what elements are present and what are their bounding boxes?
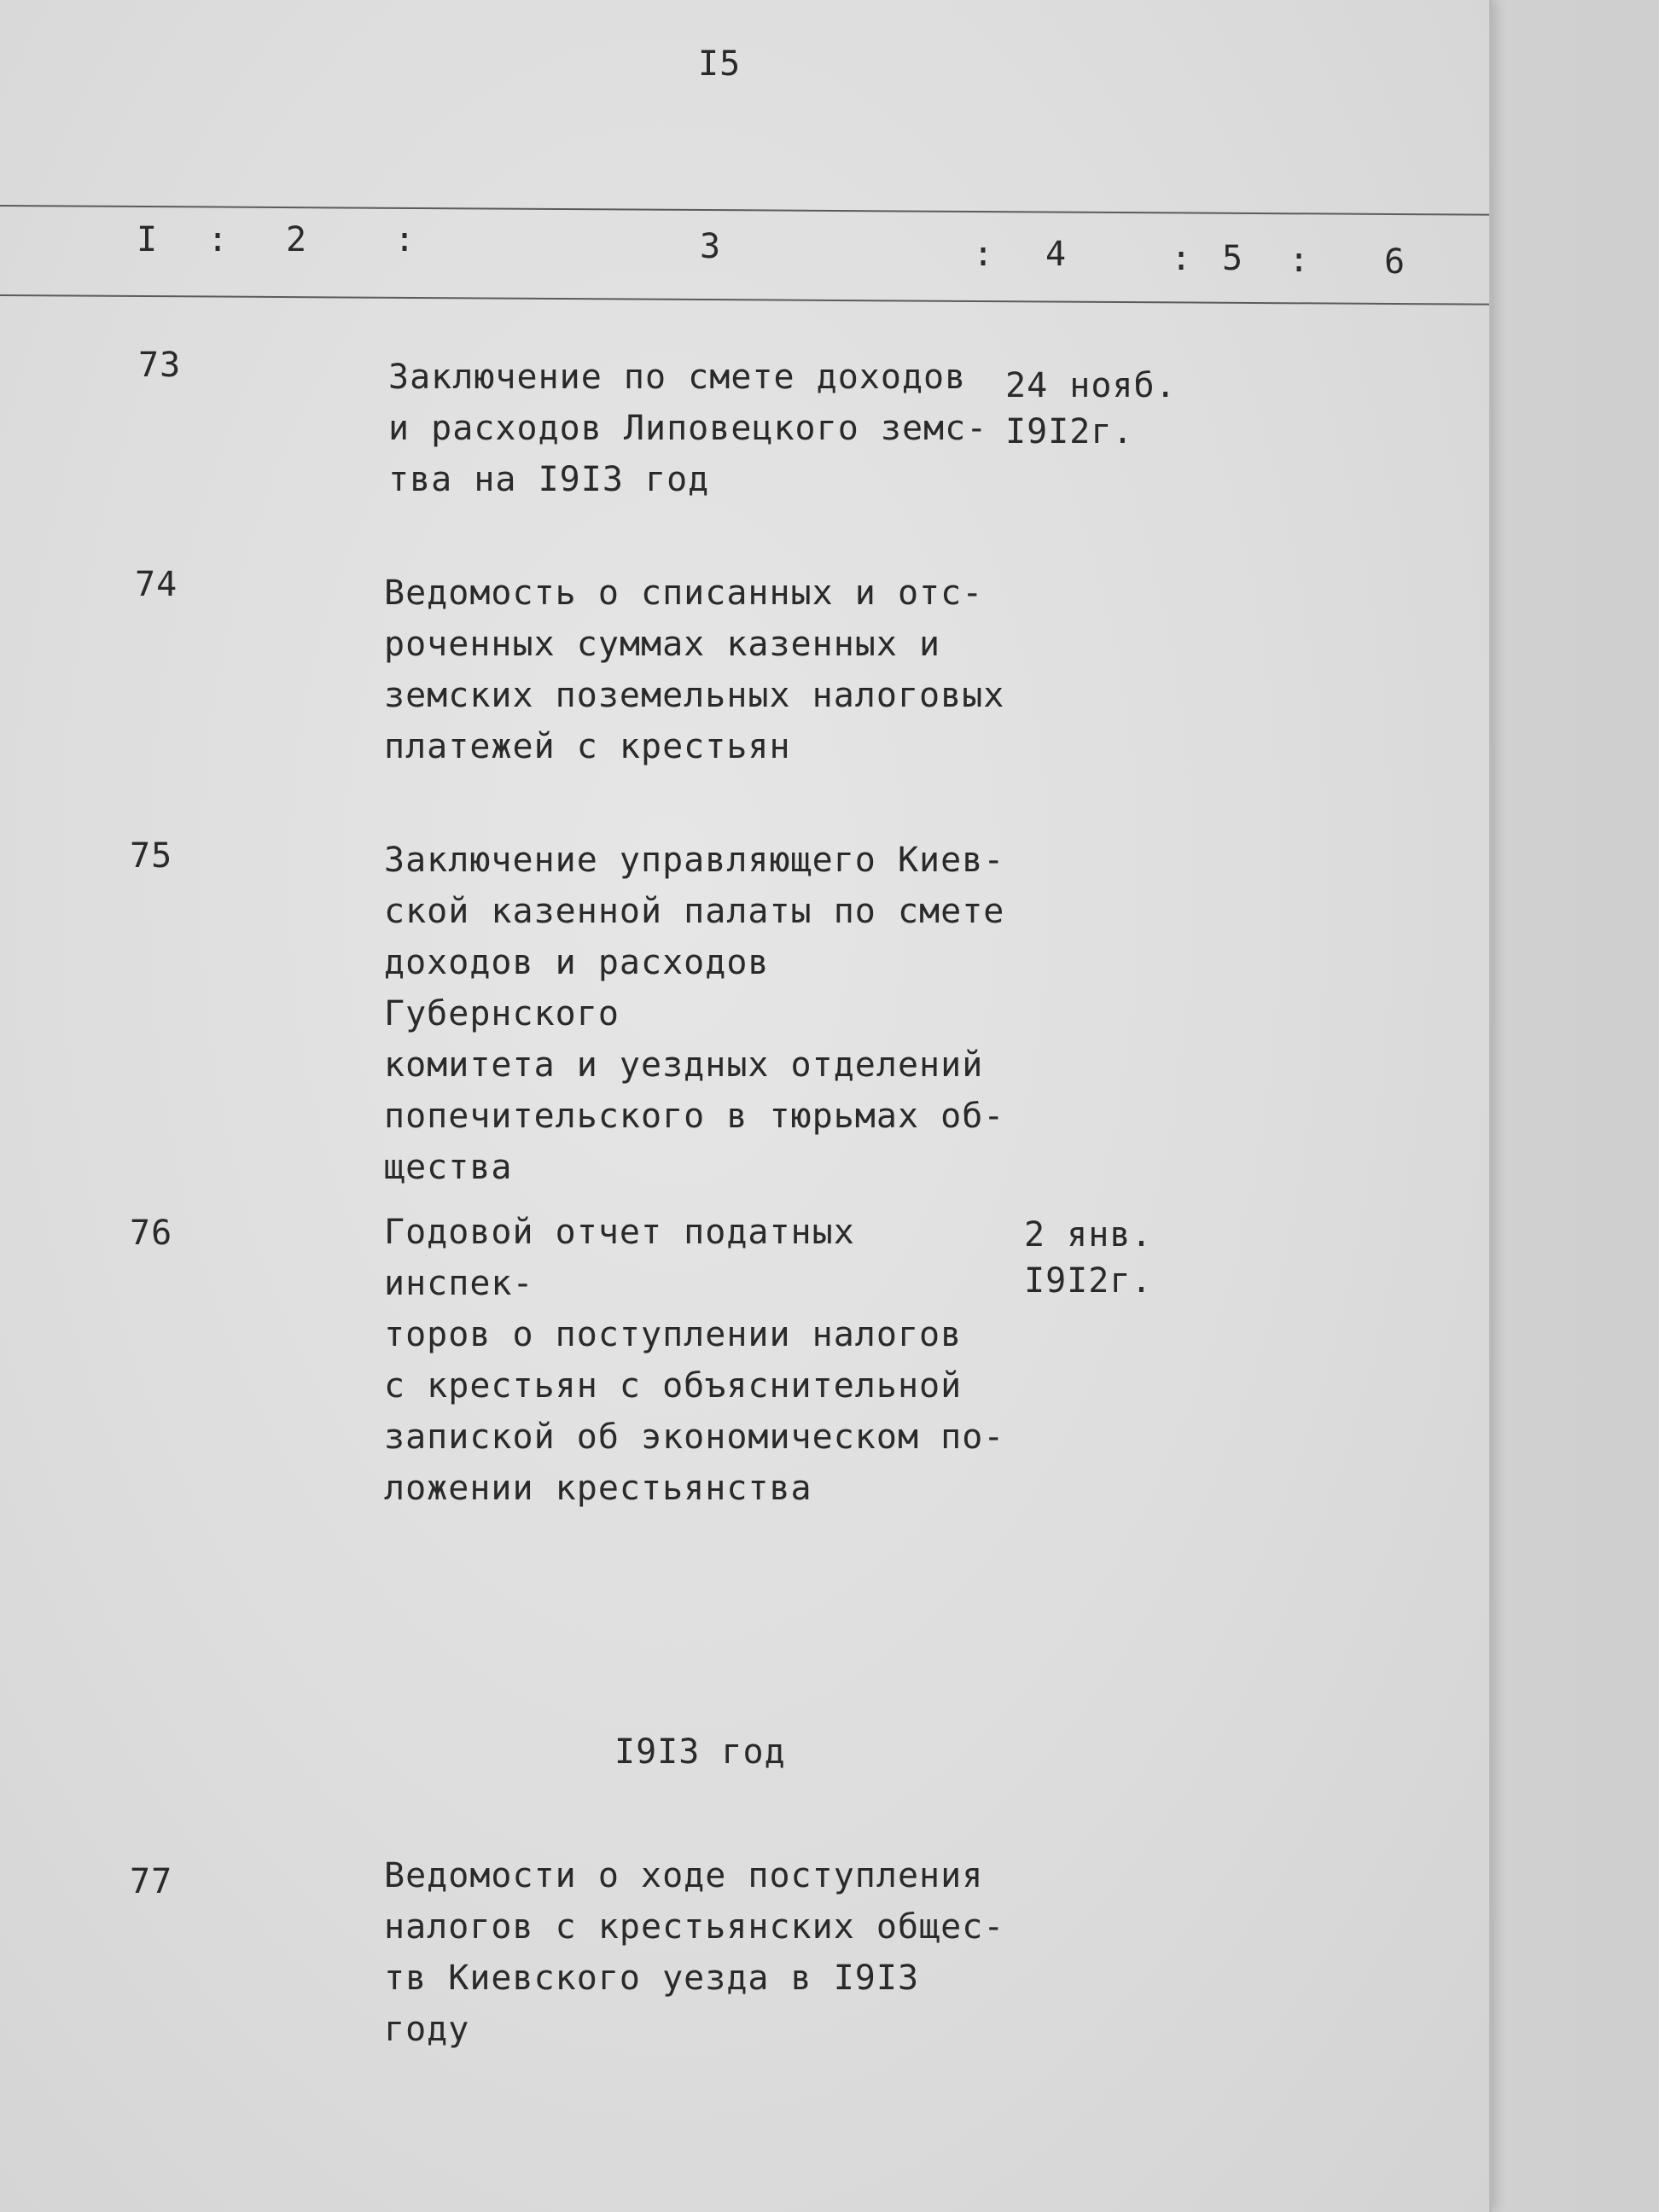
table-header-top-rule: [0, 205, 1489, 216]
column-header-2: 2: [286, 220, 308, 259]
column-header-6: 6: [1384, 242, 1406, 282]
entry-number: 73: [138, 346, 182, 385]
entry-number: 76: [130, 1214, 173, 1253]
column-header-1: I: [137, 220, 159, 259]
column-header-4: 4: [1045, 235, 1068, 274]
column-header-separator: :: [1289, 241, 1311, 280]
entry-title: Заключение управляющего Киев- ской казенной палаты по смете доходов и расходов Губернского комитета и уездных отделений попечительского в тюрьмах об- щества: [384, 841, 1005, 1187]
page-number: I5: [698, 44, 742, 84]
column-header-separator: :: [394, 220, 416, 259]
entry-date: 24 нояб. I9I2г.: [1005, 366, 1177, 451]
table-header-bottom-rule: [0, 294, 1489, 306]
column-header-5: 5: [1222, 239, 1244, 278]
entry-title: Заключение по смете доходов и расходов Липовецкого земс- тва на I9I3 год: [388, 358, 988, 499]
column-header-separator: :: [1171, 239, 1193, 278]
entry-title: Ведомости о ходе поступления налогов с крестьянских общес- тв Киевского уезда в I9I3 году: [384, 1856, 1005, 2049]
entry-number: 75: [130, 836, 173, 876]
entry-title: Годовой отчет податных инспек- торов о поступлении налогов с крестьян с объяснительной запиской об экономическом по- ложении крестьянства: [384, 1213, 1005, 1508]
section-heading: I9I3 год: [614, 1732, 786, 1772]
entry-number: 74: [135, 565, 178, 604]
entry-date: 2 янв. I9I2г.: [1024, 1215, 1153, 1301]
column-header-3: 3: [700, 227, 722, 266]
column-header-separator: :: [973, 235, 995, 274]
page-edge: [1489, 0, 1492, 2212]
column-header-separator: :: [207, 220, 230, 259]
entry-title: Ведомость о списанных и отс- роченных суммах казенных и земских поземельных налоговых платежей с крестьян: [384, 573, 1005, 766]
entry-number: 77: [130, 1862, 173, 1901]
